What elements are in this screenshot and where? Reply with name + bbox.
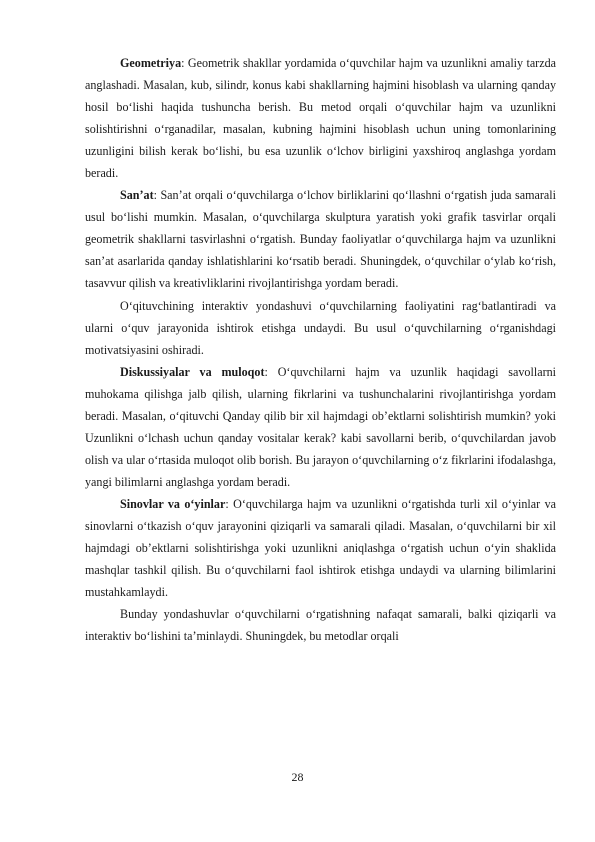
paragraph-term: Sinovlar va o‘yinlar — [120, 496, 226, 511]
paragraph-geometriya — [85, 52, 556, 184]
paragraph-text: Bunday yondashuvlar o‘quvchilarni o‘rgatishning nafaqat samarali, balki qiziqarli va interaktiv bo‘lishini ta’minlaydi. Shuningdek, bu metodlar orqali — [85, 607, 556, 644]
paragraph-term: Geometriya — [120, 56, 182, 70]
paragraph-term: San’at — [120, 188, 154, 203]
paragraph-interaktiv — [85, 295, 556, 361]
paragraph-diskussiyalar — [85, 361, 556, 493]
paragraph-text: O‘qituvchining interaktiv yondashuvi o‘quvchilarning faoliyatini rag‘batlantiradi va ularni o‘quv jarayonida ishtirok etishga undaydi. Bu usul o‘quvchilarning o‘rganishdagi motivatsiyasini oshiradi. — [85, 298, 556, 357]
paragraph-text: : O‘quvchilarni hajm va uzunlik haqidagi savollarni muhokama qilishga jalb qilish, ularning fikrlarini va tushunchalarini rivojlantirishga yordam beradi. Masalan, o‘qituvchi Qanday qilib bir xil hajmdagi ob’ektlarni solishtirish mumkin? yoki Uzunlikni o‘lchash uchun qanday vositalar kerak? kabi savollarni berib, o‘quvchilardan javob olish va ular o‘rtasida muloqot olib borish. Bu jarayon o‘quvchilarning o‘z fikrlarini ifodalashga, yangi bilimlarni anglashga yordam beradi. — [85, 364, 556, 489]
page-number: 28 — [291, 770, 304, 784]
paragraph-bunday — [85, 603, 556, 647]
paragraph-text: : San’at orqali o‘quvchilarga o‘lchov birliklarini qo‘llashni o‘rgatish juda samarali usul bo‘lishi mumkin. Masalan, o‘quvchilarga skulptura yaratish yoki grafik tasvirlar orqali geometrik shakllarni tasvirlashni o‘rgatish. Bunday faoliyatlar o‘quvchilarga hajm va uzunlikni san’at asarlarida qanday ishlatishlarini ko‘rsatib beradi. Shuningdek, o‘quvchilar o‘ylab ko‘rish, tasavvur qilish va kreativliklarini rivojlantirishga yordam beradi. — [85, 188, 556, 291]
paragraph-text: : O‘quvchilarga hajm va uzunlikni o‘rgatishda turli xil o‘yinlar va sinovlarni o‘tkazish o‘quv jarayonini qiziqarli va samarali qiladi. Masalan, o‘quvchilarni bir xil hajmdagi ob’ektlarni solishtirishga yoki uzunlikni aniqlashga o‘rgatish uchun o‘yin shaklida mashqlar tashkil qilish. Bu o‘quvchilarni faol ishtirok etishga undaydi va ularning bilimlarini mustahkamlaydi. — [85, 496, 556, 600]
paragraph-text: : Geometrik shakllar yordamida o‘quvchilar hajm va uzunlikni amaliy tarzda anglashadi. Masalan, kub, silindr, konus kabi shakllarning hajmini hisoblash va ularning qanday hosil bo‘lishi haqida tushuncha berish. Bu metod orqali o‘quvchilar hajm va uzunlikni solishtirishni o‘rganadilar, masalan, kubning hajmini hisoblash uchun uning tomonlarining uzunligini bilish kerak bo‘lishi, bu esa uzunlik o‘lchov birligini yaxshiroq anglashga yordam beradi. — [85, 56, 556, 181]
text-body — [85, 52, 556, 647]
paragraph-term: Diskussiyalar va muloqot — [120, 364, 265, 379]
paragraph-sanat — [85, 184, 556, 294]
paragraph-sinovlar — [85, 493, 556, 603]
